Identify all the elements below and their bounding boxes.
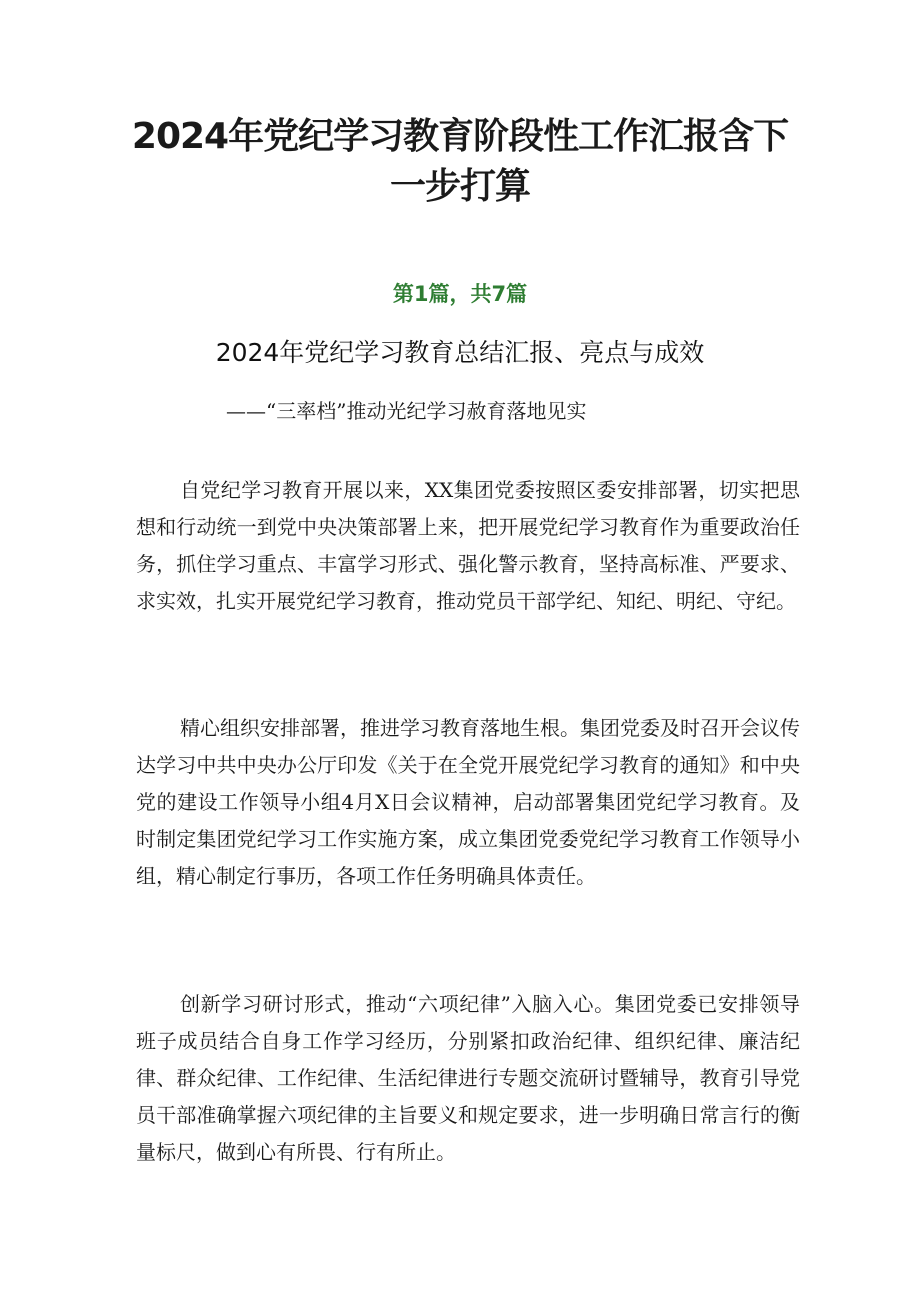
- article-subtitle: ——“三率档”推动光纪学习赦育落地见实: [226, 399, 587, 423]
- body-paragraph: 精心组织安排部署，推进学习教育落地生根。集团党委及时召开会议传达学习中共中央办公厅印发《关于在全党开展党纪学习教育的通知》和中央党的建设工作领导小组4月X日会议精神，启动部署集团党纪学习教育。及时制定集团党纪学习工作实施方案，成立集团党委党纪学习教育工作领导小组，精心制定行事历，各项工作任务明确具体责任。: [136, 716, 800, 888]
- article-index: 第1篇，共7篇: [392, 282, 528, 306]
- document-title: 2024年党纪学习教育阶段性工作汇报含下一步打算: [131, 116, 789, 207]
- body-paragraph: 自党纪学习教育开展以来，XX集团党委按照区委安排部署，切实把思想和行动统一到党中央决策部署上来，把开展党纪学习教育作为重要政治任务，抓住学习重点、丰富学习形式、强化警示教育，坚持高标准、严要求、求实效，扎实开展党纪学习教育，推动党员干部学纪、知纪、明纪、守纪。: [136, 478, 800, 613]
- article-title: 2024年党纪学习教育总结汇报、亮点与成效: [215, 338, 705, 367]
- body-paragraph: 创新学习研讨形式，推动“六项纪律”入脑入心。集团党委已安排领导班子成员结合自身工作学习经历，分别紧扣政治纪律、组织纪律、廉洁纪律、群众纪律、工作纪律、生活纪律进行专题交流研讨暨辅导，教育引导党员干部准确掌握六项纪律的主旨要义和规定要求，进一步明确日常言行的衡量标尺，做到心有所畏、行有所止。: [136, 992, 800, 1164]
